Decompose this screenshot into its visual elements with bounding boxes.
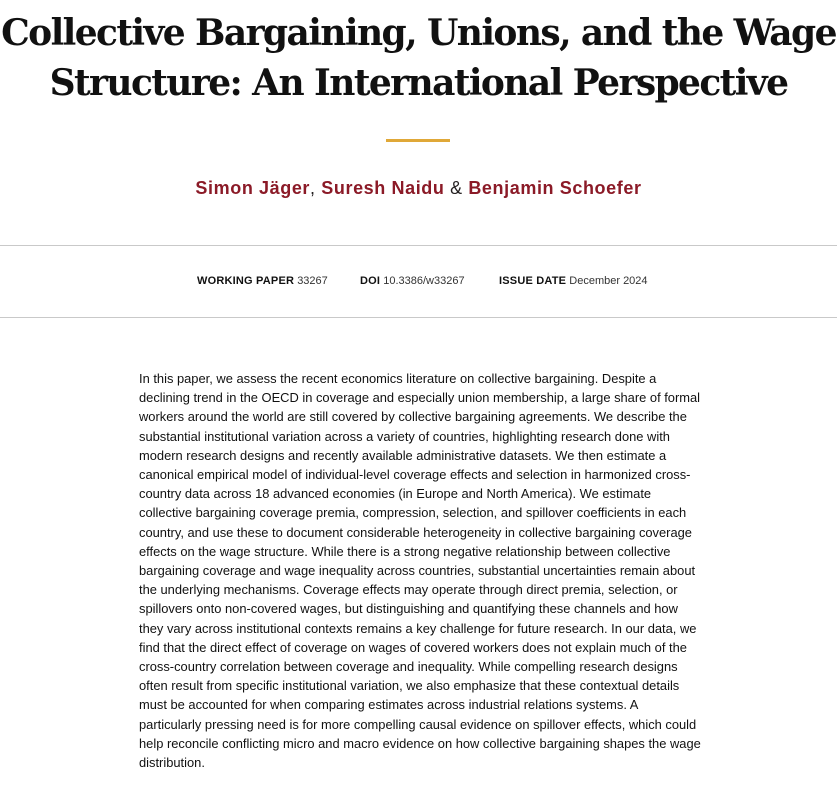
issue-date-label: ISSUE DATE <box>499 275 567 287</box>
author-link-naidu[interactable]: Suresh Naidu <box>321 178 445 198</box>
paper-metadata-bar <box>0 245 837 318</box>
author-separator: , <box>310 178 316 198</box>
issue-date-value: December 2024 <box>569 275 648 287</box>
working-paper-number: 33267 <box>297 275 328 287</box>
author-link-jager[interactable]: Simon Jäger <box>195 178 311 198</box>
author-list <box>0 176 837 200</box>
author-separator: & <box>450 178 463 198</box>
title-accent-rule <box>386 139 450 142</box>
doi-link[interactable]: 10.3386/w33267 <box>383 275 465 287</box>
working-paper-label: WORKING PAPER <box>197 275 295 287</box>
author-link-schoefer[interactable]: Benjamin Schoefer <box>468 178 642 198</box>
working-paper-meta <box>197 274 328 288</box>
issue-date-meta <box>499 274 648 288</box>
doi-meta <box>360 274 465 288</box>
doi-label: DOI <box>360 275 381 287</box>
abstract-text: In this paper, we assess the recent economics literature on collective bargaining. Despite a declining trend in the OECD in coverage and especially union membership, a large share of formal workers around the world are still covered by collective bargaining agreements. We describe the substantial institutional variation across a variety of countries, highlighting research done with modern research designs and recently available administrative datasets. We then estimate a canonical empirical model of individual-level coverage effects and selection in harmonized cross-country data across 18 advanced economies (in Europe and North America). We estimate collective bargaining coverage premia, compression, selection, and spillover coefficients in each country, and use these to document considerable heterogeneity in collective bargaining coverage effects on the wage structure. While there is a strong negative relationship between collective bargaining coverage and wage inequality across countries, substantial uncertainties remain about the underlying mechanisms. Coverage effects may operate through direct premia, selection, or spillovers onto non-covered wages, but distinguishing and quantifying these channels and how they vary across institutional contexts remains a key challenge for future research. In our data, we find that the direct effect of coverage on wages of covered workers does not explain much of the cross-country correlation between coverage and inequality. While compelling research designs often result from specific institutional variation, we also emphasize that these contextual details must be accounted for when comparing estimates across industrial relations systems. A particularly pressing need is for more compelling causal evidence on spillover effects, which could help reconcile conflicting micro and macro evidence on how collective bargaining shapes the wage distribution. <box>139 371 701 771</box>
page-title: Collective Bargaining, Unions, and the Wage Structure: An International Perspective <box>1 12 836 104</box>
